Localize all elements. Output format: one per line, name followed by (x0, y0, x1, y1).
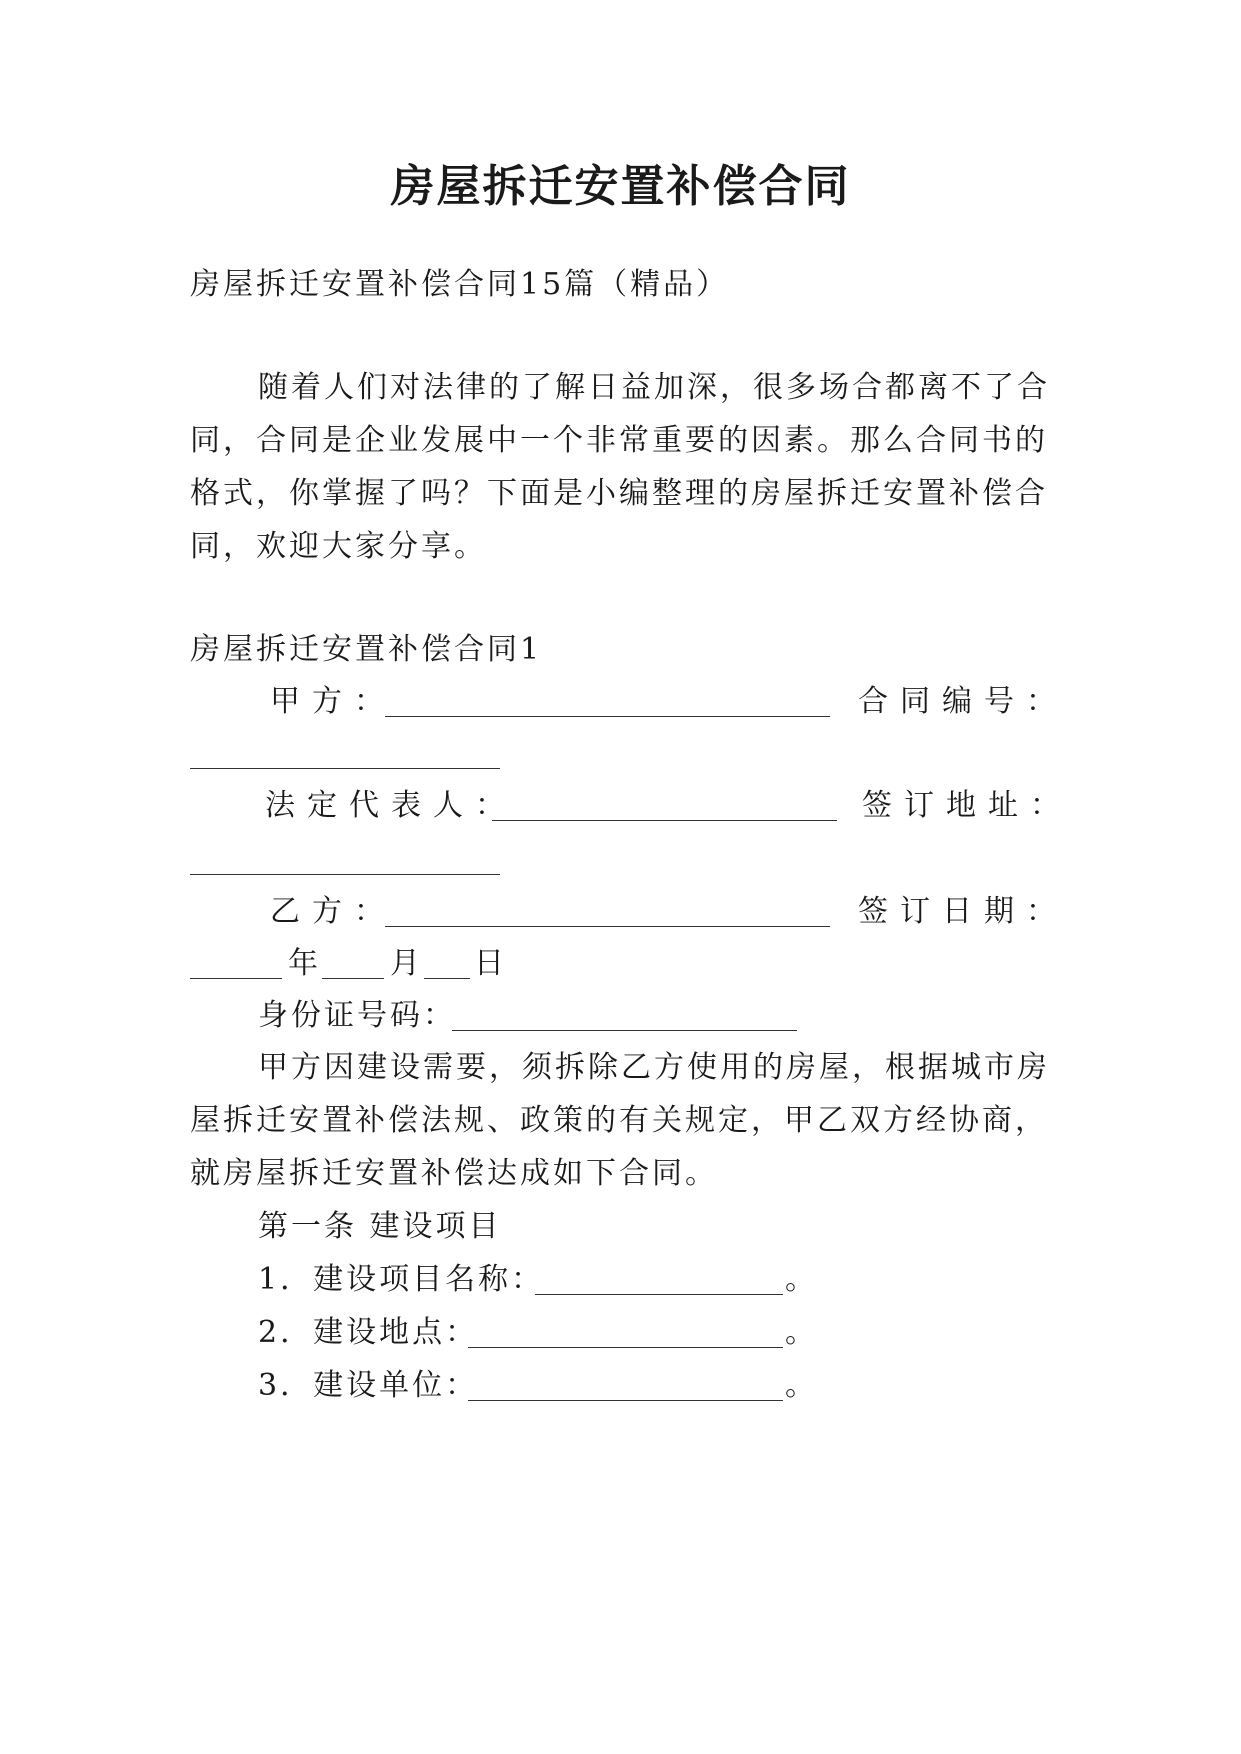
intro-line-1: 随着人们对法律的了解日益加深，很多场合都离不了合 (258, 370, 1050, 405)
article-1-item-1-label: 1．建设项目名称： (258, 1262, 545, 1297)
date-year-label: 年 (288, 946, 321, 981)
legal-rep-label: 法定代表人： (265, 788, 517, 823)
date-day-label: 日 (474, 946, 507, 981)
party-a-blank[interactable] (385, 686, 830, 717)
article-1-item-2-blank[interactable] (468, 1317, 783, 1348)
party-b-blank[interactable] (385, 896, 830, 927)
intro-line-4: 同，欢迎大家分享。 (190, 529, 487, 564)
article-1-item-3-label: 3．建设单位： (258, 1368, 479, 1403)
contract-no-blank[interactable] (190, 740, 500, 769)
id-no-blank[interactable] (452, 1000, 797, 1031)
legal-rep-blank[interactable] (492, 790, 837, 821)
date-month-blank[interactable] (322, 950, 384, 979)
intro-line-2: 同，合同是企业发展中一个非常重要的因素。那么合同书的 (190, 423, 1048, 458)
sign-place-blank[interactable] (190, 846, 500, 875)
id-no-label: 身份证号码： (258, 998, 456, 1033)
sign-date-label: 签订日期： (858, 894, 1068, 929)
article-1-item-3-blank[interactable] (468, 1370, 783, 1401)
sign-place-label: 签订地址： (862, 788, 1072, 823)
article-1-heading: 第一条 建设项目 (258, 1209, 502, 1244)
date-month-label: 月 (390, 946, 423, 981)
article-1-item-2-label: 2．建设地点： (258, 1315, 479, 1350)
party-a-label: 甲方： (270, 684, 396, 719)
intro-line-3: 格式，你掌握了吗？下面是小编整理的房屋拆迁安置补偿合 (190, 476, 1048, 511)
date-day-blank[interactable] (424, 950, 470, 979)
article-1-item-3-end: 。 (785, 1368, 818, 1403)
body-line-1: 甲方因建设需要，须拆除乙方使用的房屋，根据城市房 (258, 1050, 1050, 1085)
document-title: 房屋拆迁安置补偿合同 (390, 161, 851, 212)
party-b-label: 乙方： (270, 894, 396, 929)
article-1-item-2-end: 。 (785, 1315, 818, 1350)
contract-no-label: 合同编号： (858, 684, 1068, 719)
document-subtitle: 房屋拆迁安置补偿合同15篇（精品） (190, 267, 730, 302)
article-1-item-1-blank[interactable] (535, 1264, 783, 1295)
body-line-3: 就房屋拆迁安置补偿达成如下合同。 (190, 1156, 718, 1191)
section-title: 房屋拆迁安置补偿合同1 (190, 632, 543, 667)
body-line-2: 屋拆迁安置补偿法规、政策的有关规定，甲乙双方经协商， (190, 1103, 1048, 1138)
article-1-item-1-end: 。 (785, 1262, 818, 1297)
date-year-blank[interactable] (190, 950, 282, 979)
